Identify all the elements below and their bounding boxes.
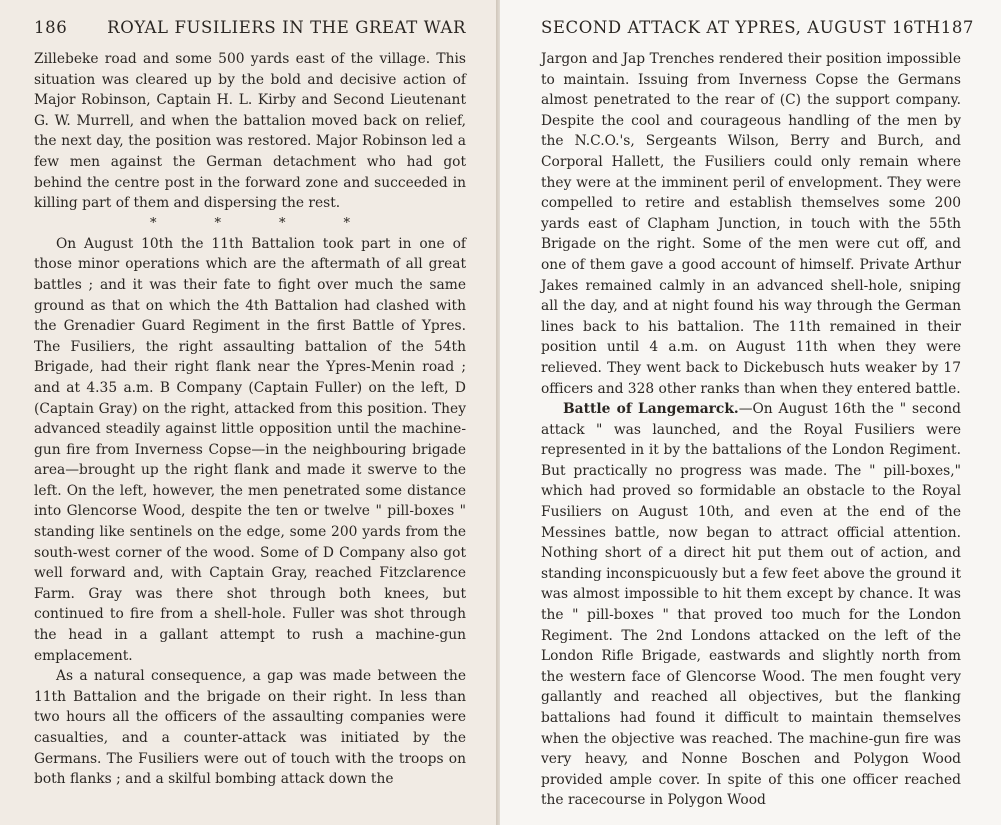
right-running-head: SECOND ATTACK AT YPRES, AUGUST 16TH xyxy=(541,18,941,37)
left-paragraph-2: On August 10th the 11th Battalion took part in one of those minor operations which are the aftermath of all great battles ; and it was their fate to fight over much the same ground as that on which the 4th Battalion had clashed with the Grenadier Guard Regiment in the first Battle of Ypres. The Fusiliers, the right assaulting battalion of the 54th Brigade, had their right flank near the Ypres-Menin road ; and at 4.35 a.m. B Company (Captain Fuller) on the left, D (Captain Gray) on the right, attacked from this position. They advanced steadily against little opposition until the machine-gun fire from Inverness Copse—in the neighbouring brigade area—brought up the right flank and made it swerve to the left. On the left, however, the men penetrated some distance into Glencorse Wood, despite the ten or twelve " pill-boxes " standing like sentinels on the edge, some 200 yards from the south-west corner of the wood. Some of D Company also got well forward and, with Captain Gray, reached Fitzclarence Farm. Gray was there shot through both knees, but continued to fire from a shell-hole. Fuller was shot through the head in a gallant attempt to rush a machine-gun emplacement. xyxy=(34,235,466,664)
star-2: * xyxy=(214,215,221,231)
star-1: * xyxy=(150,215,157,231)
left-page-body xyxy=(34,49,466,790)
left-page-header xyxy=(34,18,466,37)
right-page xyxy=(500,0,1001,825)
right-paragraph-1: Jargon and Jap Trenches rendered their position impossible to maintain. Issuing from Inverness Copse the Germans almost penetrated to the rear of (C) the support company. Despite the cool and courageous handling of the men by the N.C.O.'s, Sergeants Wilson, Berry and Burch, and Corporal Hallett, the Fusiliers could only remain where they were at the imminent peril of envelopment. They were compelled to retire and establish themselves some 200 yards east of Clapham Junction, in touch with the 55th Brigade on the right. Some of the men were cut off, and one of them gave a good account of himself. Private Arthur Jakes remained calmly in an advanced shell-hole, sniping all the day, and at night found his way through the German lines back to his battalion. The 11th remained in their position until 4 a.m. on August 11th when they were relieved. They went back to Dickebusch huts weaker by 17 officers and 328 other ranks than when they entered battle. xyxy=(541,51,961,397)
left-page-number: 186 xyxy=(34,18,68,37)
left-paragraph-1: Zillebeke road and some 500 yards east of the village. This situation was cleared up by the bold and decisive action of Major Robinson, Captain H. L. Kirby and Second Lieutenant G. W. Murrell, and when the battalion moved back on relief, the next day, the position was restored. Major Robinson led a few men against the German detachment who had got behind the centre post in the forward zone and succeeded in killing part of them and dispersing the rest. xyxy=(34,51,466,212)
star-3: * xyxy=(279,215,286,231)
star-4: * xyxy=(343,215,350,231)
right-page-body xyxy=(541,49,961,811)
section-heading-langemarck: Battle of Langemarck. xyxy=(563,401,739,418)
right-page-number: 187 xyxy=(940,18,975,37)
left-paragraph-3: As a natural consequence, a gap was made between the 11th Battalion and the brigade on their right. In less than two hours all the officers of the assaulting companies were casualties, and a counter-attack was initiated by the Germans. The Fusiliers were out of touch with the troops on both flanks ; and a skilful bombing attack down the xyxy=(34,668,466,788)
left-page xyxy=(0,0,496,825)
right-paragraph-2 xyxy=(541,399,961,811)
right-page-header xyxy=(541,18,975,37)
right-paragraph-2-text: —On August 16th the " second attack " was launched, and the Royal Fusiliers were represented in it by the battalions of the London Regiment. But practically no progress was made. The " pill-boxes," which had proved so formidable an obstacle to the Royal Fusiliers on August 10th, and even at the end of the Messines battle, now began to attract official attention. Nothing short of a direct hit put them out of action, and standing inconspicuously but a few feet above the ground it was almost impossible to hit them except by chance. It was the " pill-boxes " that proved too much for the London Regiment. The 2nd Londons attacked on the left of the London Rifle Brigade, eastwards and slightly north from the western face of Glencorse Wood. The men fought very gallantly and reached all objectives, but the flanking battalions had found it difficult to maintain themselves when the objective was reached. The machine-gun fire was very heavy, and Nonne Boschen and Polygon Wood provided ample cover. In spite of this one officer reached the racecourse in Polygon Wood xyxy=(541,401,961,809)
left-running-head: ROYAL FUSILIERS IN THE GREAT WAR xyxy=(107,18,466,37)
section-break-stars xyxy=(34,214,466,234)
